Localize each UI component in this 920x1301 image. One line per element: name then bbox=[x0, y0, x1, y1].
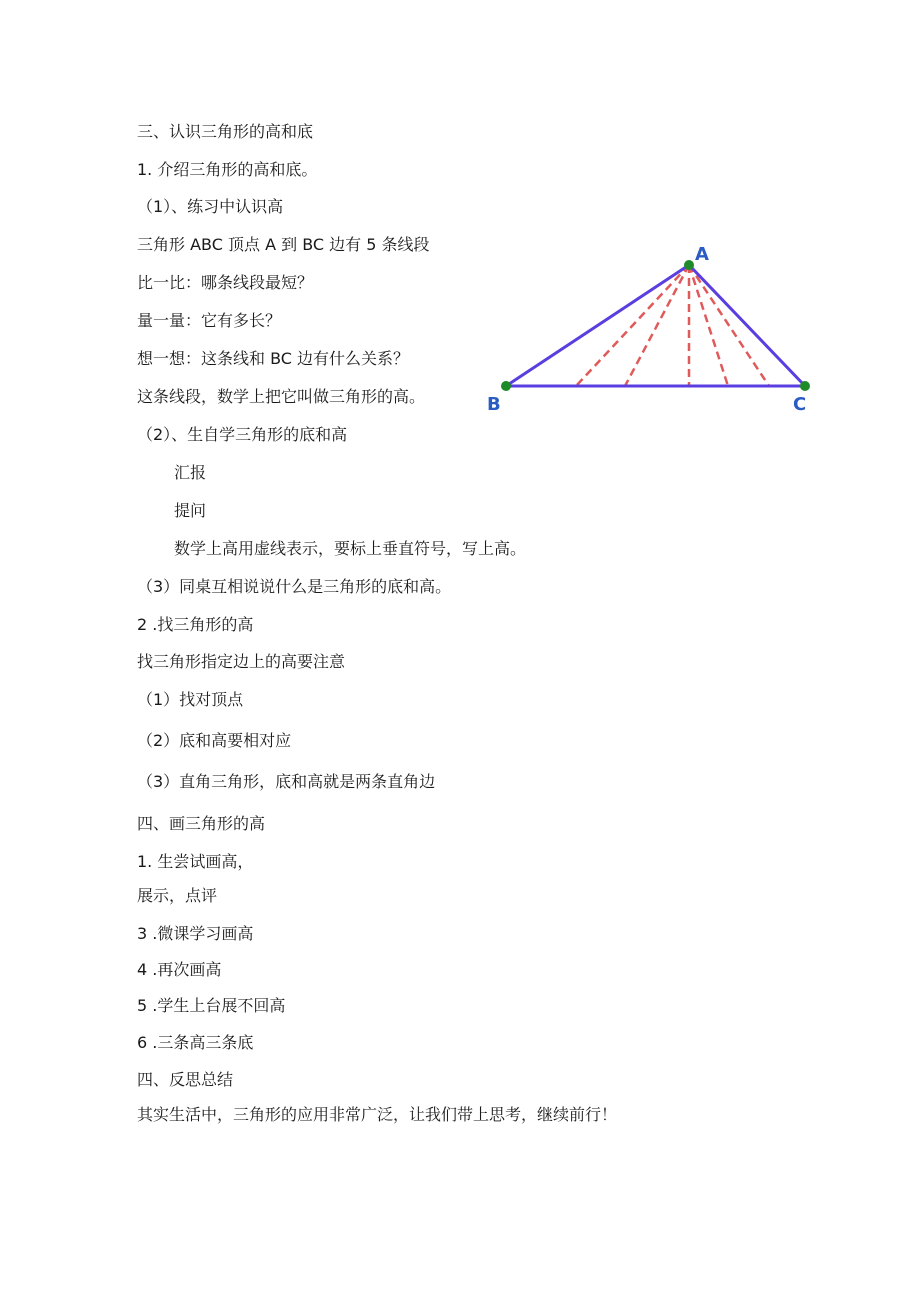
text-line: 6 .三条高三条底 bbox=[137, 1033, 254, 1052]
text-line: 1. 介绍三角形的高和底。 bbox=[137, 160, 318, 179]
section-heading-4: 四、画三角形的高 bbox=[137, 814, 266, 833]
text-line: 量一量：它有多长？ bbox=[137, 311, 282, 330]
text-line: 数学上高用虚线表示，要标上垂直符号，写上高。 bbox=[174, 539, 527, 558]
dashed-segment bbox=[689, 265, 769, 386]
text-line: 1. 生尝试画高， bbox=[137, 852, 254, 871]
text-line: 5 .学生上台展不回高 bbox=[137, 996, 286, 1015]
text-line: 汇报 bbox=[174, 463, 207, 482]
text-line: （3）直角三角形，底和高就是两条直角边 bbox=[137, 772, 436, 791]
text-line: 比一比：哪条线段最短？ bbox=[137, 273, 314, 292]
vertex-c bbox=[800, 381, 810, 391]
text-line: 三角形 ABC 顶点 A 到 BC 边有 5 条线段 bbox=[137, 235, 430, 254]
text-line: （2）、生自学三角形的底和高 bbox=[137, 425, 348, 444]
text-line: 其实生活中，三角形的应用非常广泛，让我们带上思考，继续前行！ bbox=[137, 1105, 618, 1124]
label-a: A bbox=[695, 244, 709, 265]
text-line: 找三角形指定边上的高要注意 bbox=[137, 652, 346, 671]
text-line: （1）找对顶点 bbox=[137, 690, 244, 709]
vertex-b bbox=[501, 381, 511, 391]
dashed-segments bbox=[576, 265, 769, 386]
dashed-segment bbox=[576, 265, 689, 386]
text-line: （2）底和高要相对应 bbox=[137, 731, 292, 750]
text-line: 3 .微课学习画高 bbox=[137, 924, 254, 943]
text-line: （1）、练习中认识高 bbox=[137, 197, 284, 216]
text-line: 提问 bbox=[174, 501, 207, 520]
section-heading-reflection: 四、反思总结 bbox=[137, 1070, 234, 1089]
text-line: 展示，点评 bbox=[137, 886, 218, 905]
triangle-abc bbox=[506, 265, 805, 386]
section-heading-3: 三、认识三角形的高和底 bbox=[137, 122, 314, 141]
text-line: 2 .找三角形的高 bbox=[137, 615, 254, 634]
dashed-segment bbox=[625, 265, 689, 386]
label-b: B bbox=[487, 394, 501, 415]
dashed-segment bbox=[689, 265, 728, 386]
label-c: C bbox=[793, 394, 807, 415]
text-line: （3）同桌互相说说什么是三角形的底和高。 bbox=[137, 577, 452, 596]
text-line: 想一想：这条线和 BC 边有什么关系？ bbox=[137, 349, 410, 368]
vertex-a bbox=[684, 260, 694, 270]
triangle-diagram bbox=[480, 238, 820, 418]
text-line: 这条线段，数学上把它叫做三角形的高。 bbox=[137, 387, 426, 406]
text-line: 4 .再次画高 bbox=[137, 960, 222, 979]
